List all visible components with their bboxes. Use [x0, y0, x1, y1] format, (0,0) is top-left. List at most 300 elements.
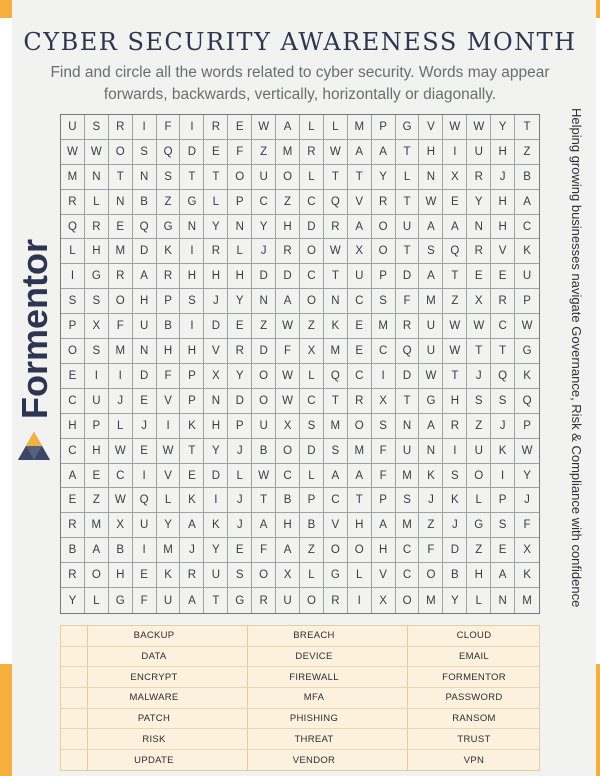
grid-cell[interactable]: D: [276, 264, 300, 289]
grid-cell[interactable]: H: [419, 140, 443, 165]
grid-cell[interactable]: H: [491, 140, 515, 165]
grid-cell[interactable]: V: [157, 389, 181, 414]
grid-cell[interactable]: A: [491, 563, 515, 588]
grid-cell[interactable]: C: [348, 289, 372, 314]
grid-cell[interactable]: N: [491, 588, 515, 613]
grid-cell[interactable]: M: [419, 588, 443, 613]
grid-cell[interactable]: A: [348, 215, 372, 240]
grid-cell[interactable]: M: [109, 339, 133, 364]
grid-cell[interactable]: U: [467, 439, 491, 464]
grid-cell[interactable]: W: [419, 190, 443, 215]
grid-cell[interactable]: I: [204, 488, 228, 513]
grid-cell[interactable]: B: [300, 513, 324, 538]
grid-cell[interactable]: M: [348, 439, 372, 464]
grid-cell[interactable]: T: [109, 165, 133, 190]
grid-cell[interactable]: A: [324, 464, 348, 489]
grid-cell[interactable]: U: [467, 140, 491, 165]
grid-cell[interactable]: J: [228, 488, 252, 513]
grid-cell[interactable]: Z: [85, 488, 109, 513]
grid-cell[interactable]: T: [180, 165, 204, 190]
grid-cell[interactable]: L: [467, 588, 491, 613]
grid-cell[interactable]: Z: [443, 289, 467, 314]
grid-cell[interactable]: A: [276, 538, 300, 563]
grid-cell[interactable]: T: [324, 165, 348, 190]
grid-cell[interactable]: U: [157, 588, 181, 613]
grid-cell[interactable]: P: [85, 414, 109, 439]
grid-cell[interactable]: M: [109, 239, 133, 264]
grid-cell[interactable]: J: [515, 488, 539, 513]
grid-cell[interactable]: H: [109, 563, 133, 588]
grid-cell[interactable]: T: [324, 264, 348, 289]
grid-cell[interactable]: E: [228, 115, 252, 140]
grid-cell[interactable]: F: [372, 464, 396, 489]
grid-cell[interactable]: E: [467, 264, 491, 289]
grid-cell[interactable]: W: [419, 364, 443, 389]
grid-cell[interactable]: W: [252, 464, 276, 489]
grid-cell[interactable]: H: [180, 264, 204, 289]
grid-cell[interactable]: T: [396, 389, 420, 414]
grid-cell[interactable]: S: [396, 488, 420, 513]
grid-cell[interactable]: Z: [467, 538, 491, 563]
grid-cell[interactable]: Y: [204, 538, 228, 563]
grid-cell[interactable]: T: [491, 339, 515, 364]
grid-cell[interactable]: B: [157, 314, 181, 339]
grid-cell[interactable]: F: [372, 439, 396, 464]
grid-cell[interactable]: E: [133, 439, 157, 464]
grid-cell[interactable]: I: [180, 115, 204, 140]
grid-cell[interactable]: E: [228, 314, 252, 339]
grid-cell[interactable]: G: [467, 513, 491, 538]
grid-cell[interactable]: G: [396, 115, 420, 140]
grid-cell[interactable]: X: [372, 588, 396, 613]
grid-cell[interactable]: D: [204, 464, 228, 489]
grid-cell[interactable]: I: [443, 140, 467, 165]
grid-cell[interactable]: I: [133, 464, 157, 489]
grid-cell[interactable]: A: [348, 464, 372, 489]
grid-cell[interactable]: U: [419, 314, 443, 339]
grid-cell[interactable]: R: [300, 140, 324, 165]
grid-cell[interactable]: P: [228, 190, 252, 215]
grid-cell[interactable]: K: [515, 239, 539, 264]
grid-cell[interactable]: Y: [228, 364, 252, 389]
grid-cell[interactable]: U: [252, 414, 276, 439]
grid-cell[interactable]: E: [133, 389, 157, 414]
grid-cell[interactable]: W: [109, 488, 133, 513]
grid-cell[interactable]: U: [396, 215, 420, 240]
grid-cell[interactable]: K: [157, 563, 181, 588]
grid-cell[interactable]: T: [348, 488, 372, 513]
grid-cell[interactable]: D: [228, 389, 252, 414]
grid-cell[interactable]: G: [180, 190, 204, 215]
grid-cell[interactable]: D: [252, 264, 276, 289]
grid-cell[interactable]: S: [467, 389, 491, 414]
grid-cell[interactable]: W: [276, 314, 300, 339]
grid-cell[interactable]: U: [276, 588, 300, 613]
grid-cell[interactable]: O: [348, 414, 372, 439]
grid-cell[interactable]: W: [467, 115, 491, 140]
grid-cell[interactable]: H: [180, 339, 204, 364]
grid-cell[interactable]: L: [85, 190, 109, 215]
grid-cell[interactable]: O: [109, 289, 133, 314]
grid-cell[interactable]: R: [204, 115, 228, 140]
grid-cell[interactable]: X: [85, 314, 109, 339]
grid-cell[interactable]: E: [491, 538, 515, 563]
grid-cell[interactable]: J: [228, 439, 252, 464]
grid-cell[interactable]: E: [204, 140, 228, 165]
grid-cell[interactable]: L: [348, 563, 372, 588]
grid-cell[interactable]: L: [85, 588, 109, 613]
grid-cell[interactable]: G: [109, 588, 133, 613]
grid-cell[interactable]: C: [276, 464, 300, 489]
grid-cell[interactable]: S: [85, 289, 109, 314]
grid-cell[interactable]: L: [396, 165, 420, 190]
grid-cell[interactable]: C: [396, 538, 420, 563]
grid-cell[interactable]: V: [157, 464, 181, 489]
grid-cell[interactable]: E: [228, 538, 252, 563]
grid-cell[interactable]: T: [396, 239, 420, 264]
grid-cell[interactable]: A: [61, 464, 85, 489]
grid-cell[interactable]: O: [372, 239, 396, 264]
grid-cell[interactable]: A: [419, 264, 443, 289]
grid-cell[interactable]: S: [300, 414, 324, 439]
grid-cell[interactable]: Z: [157, 190, 181, 215]
grid-cell[interactable]: L: [61, 239, 85, 264]
grid-cell[interactable]: I: [491, 464, 515, 489]
grid-cell[interactable]: M: [157, 538, 181, 563]
grid-cell[interactable]: W: [443, 339, 467, 364]
grid-cell[interactable]: R: [157, 264, 181, 289]
grid-cell[interactable]: S: [324, 439, 348, 464]
grid-cell[interactable]: N: [252, 289, 276, 314]
grid-cell[interactable]: S: [157, 165, 181, 190]
grid-cell[interactable]: W: [515, 439, 539, 464]
grid-cell[interactable]: U: [348, 264, 372, 289]
grid-cell[interactable]: U: [85, 389, 109, 414]
grid-cell[interactable]: T: [204, 588, 228, 613]
grid-cell[interactable]: K: [515, 364, 539, 389]
grid-cell[interactable]: M: [61, 165, 85, 190]
grid-cell[interactable]: Q: [491, 364, 515, 389]
grid-cell[interactable]: V: [491, 239, 515, 264]
grid-cell[interactable]: F: [419, 538, 443, 563]
grid-cell[interactable]: P: [228, 414, 252, 439]
grid-cell[interactable]: O: [252, 563, 276, 588]
grid-cell[interactable]: I: [443, 439, 467, 464]
grid-cell[interactable]: S: [180, 289, 204, 314]
grid-cell[interactable]: B: [109, 538, 133, 563]
grid-cell[interactable]: B: [443, 563, 467, 588]
grid-cell[interactable]: O: [372, 215, 396, 240]
grid-cell[interactable]: T: [396, 190, 420, 215]
grid-cell[interactable]: E: [180, 464, 204, 489]
grid-cell[interactable]: N: [467, 215, 491, 240]
grid-cell[interactable]: K: [324, 314, 348, 339]
grid-cell[interactable]: F: [276, 339, 300, 364]
grid-cell[interactable]: A: [133, 264, 157, 289]
grid-cell[interactable]: K: [204, 513, 228, 538]
grid-cell[interactable]: K: [180, 488, 204, 513]
grid-cell[interactable]: O: [276, 165, 300, 190]
grid-cell[interactable]: S: [85, 339, 109, 364]
grid-cell[interactable]: K: [419, 464, 443, 489]
grid-cell[interactable]: V: [324, 513, 348, 538]
grid-cell[interactable]: X: [204, 364, 228, 389]
grid-cell[interactable]: H: [372, 538, 396, 563]
grid-cell[interactable]: X: [467, 289, 491, 314]
grid-cell[interactable]: I: [180, 239, 204, 264]
grid-cell[interactable]: Q: [515, 389, 539, 414]
grid-cell[interactable]: J: [228, 513, 252, 538]
grid-cell[interactable]: E: [348, 339, 372, 364]
grid-cell[interactable]: T: [443, 264, 467, 289]
grid-cell[interactable]: C: [61, 439, 85, 464]
grid-cell[interactable]: V: [372, 563, 396, 588]
grid-cell[interactable]: A: [372, 140, 396, 165]
grid-cell[interactable]: E: [61, 488, 85, 513]
grid-cell[interactable]: G: [515, 339, 539, 364]
grid-cell[interactable]: Z: [252, 314, 276, 339]
grid-cell[interactable]: T: [252, 488, 276, 513]
grid-cell[interactable]: Y: [61, 588, 85, 613]
grid-cell[interactable]: W: [515, 314, 539, 339]
grid-cell[interactable]: L: [228, 464, 252, 489]
grid-cell[interactable]: M: [396, 464, 420, 489]
grid-cell[interactable]: H: [348, 513, 372, 538]
grid-cell[interactable]: U: [515, 264, 539, 289]
grid-cell[interactable]: P: [372, 115, 396, 140]
grid-cell[interactable]: I: [180, 314, 204, 339]
grid-cell[interactable]: D: [133, 364, 157, 389]
grid-cell[interactable]: O: [252, 364, 276, 389]
grid-cell[interactable]: N: [133, 165, 157, 190]
grid-cell[interactable]: T: [443, 364, 467, 389]
grid-cell[interactable]: A: [252, 513, 276, 538]
grid-cell[interactable]: W: [276, 389, 300, 414]
grid-cell[interactable]: Q: [133, 488, 157, 513]
grid-cell[interactable]: H: [228, 264, 252, 289]
grid-cell[interactable]: U: [61, 115, 85, 140]
grid-cell[interactable]: T: [348, 165, 372, 190]
grid-cell[interactable]: J: [133, 414, 157, 439]
grid-cell[interactable]: O: [348, 538, 372, 563]
grid-cell[interactable]: F: [133, 588, 157, 613]
grid-cell[interactable]: J: [204, 289, 228, 314]
grid-cell[interactable]: T: [515, 115, 539, 140]
grid-cell[interactable]: R: [252, 588, 276, 613]
grid-cell[interactable]: H: [157, 339, 181, 364]
grid-cell[interactable]: S: [133, 140, 157, 165]
grid-cell[interactable]: H: [85, 439, 109, 464]
grid-cell[interactable]: N: [396, 414, 420, 439]
grid-cell[interactable]: R: [61, 190, 85, 215]
grid-cell[interactable]: F: [109, 314, 133, 339]
grid-cell[interactable]: C: [300, 190, 324, 215]
grid-cell[interactable]: R: [324, 215, 348, 240]
grid-cell[interactable]: M: [348, 115, 372, 140]
grid-cell[interactable]: T: [180, 439, 204, 464]
grid-cell[interactable]: A: [180, 588, 204, 613]
grid-cell[interactable]: B: [515, 165, 539, 190]
grid-cell[interactable]: D: [300, 215, 324, 240]
grid-cell[interactable]: L: [157, 488, 181, 513]
grid-cell[interactable]: H: [133, 289, 157, 314]
grid-cell[interactable]: S: [61, 289, 85, 314]
grid-cell[interactable]: R: [467, 165, 491, 190]
grid-cell[interactable]: E: [348, 314, 372, 339]
grid-cell[interactable]: P: [372, 488, 396, 513]
grid-cell[interactable]: N: [419, 165, 443, 190]
grid-cell[interactable]: B: [252, 439, 276, 464]
grid-cell[interactable]: L: [300, 364, 324, 389]
grid-cell[interactable]: M: [522, 594, 532, 607]
grid-cell[interactable]: W: [109, 439, 133, 464]
grid-cell[interactable]: R: [109, 115, 133, 140]
grid-cell[interactable]: S: [228, 563, 252, 588]
grid-cell[interactable]: J: [109, 389, 133, 414]
grid-cell[interactable]: Z: [276, 190, 300, 215]
grid-cell[interactable]: A: [276, 115, 300, 140]
grid-cell[interactable]: J: [491, 414, 515, 439]
grid-cell[interactable]: H: [276, 513, 300, 538]
grid-cell[interactable]: M: [324, 339, 348, 364]
grid-cell[interactable]: N: [109, 190, 133, 215]
grid-cell[interactable]: P: [61, 314, 85, 339]
grid-cell[interactable]: N: [180, 215, 204, 240]
grid-cell[interactable]: R: [396, 314, 420, 339]
grid-cell[interactable]: N: [133, 339, 157, 364]
grid-cell[interactable]: B: [61, 538, 85, 563]
grid-cell[interactable]: Y: [204, 215, 228, 240]
grid-cell[interactable]: H: [204, 264, 228, 289]
grid-cell[interactable]: I: [85, 364, 109, 389]
grid-cell[interactable]: L: [300, 115, 324, 140]
grid-cell[interactable]: Z: [252, 140, 276, 165]
grid-cell[interactable]: B: [133, 190, 157, 215]
grid-cell[interactable]: X: [276, 563, 300, 588]
grid-cell[interactable]: P: [515, 289, 539, 314]
grid-cell[interactable]: D: [252, 339, 276, 364]
grid-cell[interactable]: G: [85, 264, 109, 289]
grid-cell[interactable]: N: [324, 289, 348, 314]
grid-cell[interactable]: Y: [157, 513, 181, 538]
grid-cell[interactable]: C: [252, 190, 276, 215]
grid-cell[interactable]: U: [204, 563, 228, 588]
grid-cell[interactable]: H: [61, 414, 85, 439]
grid-cell[interactable]: C: [300, 389, 324, 414]
grid-cell[interactable]: T: [467, 339, 491, 364]
grid-cell[interactable]: O: [300, 588, 324, 613]
grid-cell[interactable]: L: [467, 488, 491, 513]
grid-cell[interactable]: C: [491, 314, 515, 339]
grid-cell[interactable]: L: [109, 414, 133, 439]
grid-cell[interactable]: B: [276, 488, 300, 513]
grid-cell[interactable]: A: [372, 513, 396, 538]
grid-cell[interactable]: P: [491, 488, 515, 513]
grid-cell[interactable]: Q: [133, 215, 157, 240]
grid-cell[interactable]: Z: [300, 538, 324, 563]
grid-cell[interactable]: R: [85, 215, 109, 240]
grid-cell[interactable]: M: [372, 314, 396, 339]
grid-cell[interactable]: P: [180, 389, 204, 414]
grid-cell[interactable]: V: [204, 339, 228, 364]
grid-cell[interactable]: U: [252, 165, 276, 190]
grid-cell[interactable]: Q: [324, 190, 348, 215]
grid-cell[interactable]: M: [85, 513, 109, 538]
grid-cell[interactable]: V: [419, 115, 443, 140]
grid-cell[interactable]: W: [252, 115, 276, 140]
grid-cell[interactable]: O: [109, 140, 133, 165]
grid-cell[interactable]: C: [324, 488, 348, 513]
grid-cell[interactable]: X: [300, 339, 324, 364]
grid-cell[interactable]: Q: [324, 364, 348, 389]
grid-cell[interactable]: F: [515, 513, 539, 538]
grid-cell[interactable]: N: [228, 215, 252, 240]
grid-cell[interactable]: C: [300, 264, 324, 289]
grid-cell[interactable]: F: [157, 115, 181, 140]
grid-cell[interactable]: E: [109, 215, 133, 240]
grid-cell[interactable]: I: [61, 264, 85, 289]
grid-cell[interactable]: D: [204, 314, 228, 339]
grid-cell[interactable]: C: [61, 389, 85, 414]
grid-cell[interactable]: C: [372, 339, 396, 364]
grid-cell[interactable]: O: [467, 464, 491, 489]
grid-cell[interactable]: E: [61, 364, 85, 389]
grid-cell[interactable]: T: [324, 389, 348, 414]
grid-cell[interactable]: X: [276, 414, 300, 439]
grid-cell[interactable]: I: [133, 115, 157, 140]
grid-cell[interactable]: S: [85, 115, 109, 140]
grid-cell[interactable]: J: [491, 165, 515, 190]
grid-cell[interactable]: K: [180, 414, 204, 439]
grid-cell[interactable]: P: [515, 414, 539, 439]
grid-cell[interactable]: W: [443, 115, 467, 140]
grid-cell[interactable]: Q: [61, 215, 85, 240]
grid-cell[interactable]: F: [228, 140, 252, 165]
grid-cell[interactable]: O: [300, 289, 324, 314]
grid-cell[interactable]: H: [491, 190, 515, 215]
grid-cell[interactable]: N: [419, 439, 443, 464]
grid-cell[interactable]: V: [348, 190, 372, 215]
grid-cell[interactable]: M: [324, 414, 348, 439]
grid-cell[interactable]: R: [204, 239, 228, 264]
grid-cell[interactable]: O: [396, 588, 420, 613]
grid-cell[interactable]: X: [443, 165, 467, 190]
grid-cell[interactable]: E: [443, 190, 467, 215]
grid-cell[interactable]: G: [228, 588, 252, 613]
grid-cell[interactable]: O: [324, 538, 348, 563]
grid-cell[interactable]: M: [276, 140, 300, 165]
grid-cell[interactable]: C: [109, 464, 133, 489]
grid-cell[interactable]: I: [348, 588, 372, 613]
grid-cell[interactable]: E: [491, 264, 515, 289]
grid-cell[interactable]: R: [276, 239, 300, 264]
grid-cell[interactable]: D: [396, 264, 420, 289]
grid-cell[interactable]: T: [204, 165, 228, 190]
grid-cell[interactable]: A: [419, 414, 443, 439]
grid-cell[interactable]: I: [133, 538, 157, 563]
grid-cell[interactable]: O: [252, 389, 276, 414]
grid-cell[interactable]: Q: [443, 239, 467, 264]
grid-cell[interactable]: Z: [300, 314, 324, 339]
grid-cell[interactable]: Y: [491, 115, 515, 140]
grid-cell[interactable]: R: [348, 389, 372, 414]
grid-cell[interactable]: Z: [467, 414, 491, 439]
grid-cell[interactable]: D: [300, 439, 324, 464]
grid-cell[interactable]: D: [133, 239, 157, 264]
grid-cell[interactable]: I: [372, 364, 396, 389]
grid-cell[interactable]: O: [61, 339, 85, 364]
grid-cell[interactable]: U: [133, 314, 157, 339]
